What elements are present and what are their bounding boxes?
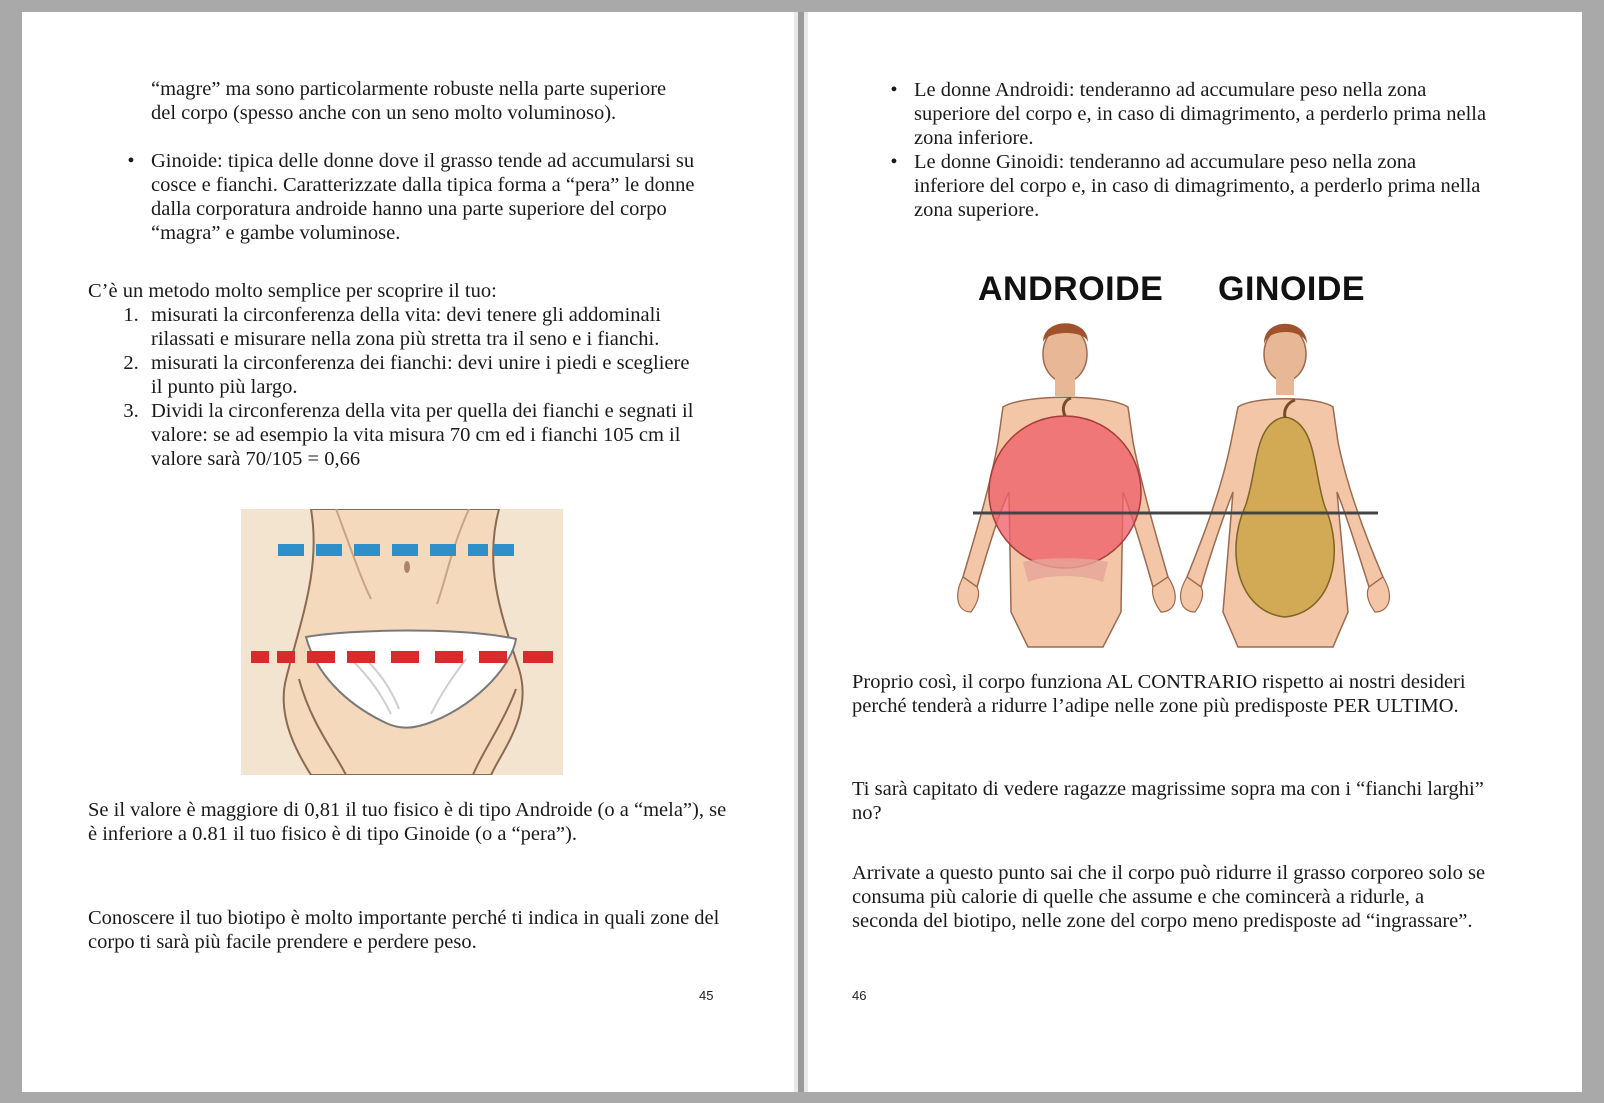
ginoide-figure (1181, 324, 1390, 647)
result-text: Se il valore è maggiore di 0,81 il tuo fisico è di tipo Androide (o a “mela”), se è inferiore a 0.81 il tuo fisico è di tipo Ginoide (o a “pera”). (88, 799, 727, 845)
measurement-steps (123, 303, 696, 471)
list-item (123, 399, 696, 471)
page-divider (798, 12, 804, 1092)
waist-hip-measure-illustration (241, 509, 563, 775)
method-intro: C’è un metodo molto semplice per scoprire il tuo: (88, 280, 497, 302)
closing-text: Conoscere il tuo biotipo è molto importante perché ti indica in quali zone del corpo ti sarà più facile prendere e perdere peso. (88, 907, 720, 953)
step-text: misurati la circonferenza della vita: devi tenere gli addominali rilassati e misurare nella zona più stretta tra il seno e i fianchi. (151, 304, 662, 350)
bullet-icon: • (890, 151, 898, 173)
list-item (890, 150, 1489, 222)
page-number: 46 (852, 988, 867, 1003)
fat-distribution-list (890, 78, 1489, 222)
list-item-text: Le donne Androidi: tenderanno ad accumulare peso nella zona superiore del corpo e, in caso di dimagrimento, a perderlo prima nella zona inferiore. (914, 79, 1487, 149)
step-text: misurati la circonferenza dei fianchi: devi unire i piedi e scegliere il punto più largo. (151, 352, 690, 398)
body-type-list (127, 149, 711, 245)
androide-figure (958, 323, 1175, 647)
list-item-text: Le donne Ginoidi: tenderanno ad accumulare peso nella zona inferiore del corpo e, in caso di dimagrimento, a perderlo prima nella zona superiore. (914, 151, 1481, 221)
step-number: 3. (123, 400, 139, 422)
paragraph-calorie: Arrivate a questo punto sai che il corpo può ridurre il grasso corporeo solo se consuma più calorie di quelle che assume e che comincerà a ridurle, a seconda del biotipo, nelle zone del corpo meno predisposte ad “ingrassare”. (852, 862, 1486, 932)
page-46 (808, 12, 1582, 1092)
page-45 (22, 12, 794, 1092)
page-number: 45 (699, 988, 714, 1003)
bullet-icon: • (127, 150, 135, 172)
figure-label-ginoide: GINOIDE (1218, 270, 1366, 308)
bullet-icon: • (890, 79, 898, 101)
step-number: 1. (123, 304, 139, 326)
paragraph-fianchi-larghi: Ti sarà capitato di vedere ragazze magrissime sopra ma con i “fianchi larghi” no? (852, 778, 1484, 824)
paragraph-contrario: Proprio così, il corpo funziona AL CONTRARIO rispetto ai nostri desideri perché tenderà a ridurre l’adipe nelle zone più predisposte PER ULTIMO. (852, 671, 1466, 717)
list-item (127, 149, 711, 245)
continuation-text: “magre” ma sono particolarmente robuste nella parte superiore del corpo (spesso anche con un seno molto voluminoso). (151, 78, 667, 124)
body-type-illustration (953, 312, 1423, 662)
list-item (123, 303, 696, 351)
figure-label-androide: ANDROIDE (978, 270, 1164, 308)
list-item (123, 351, 696, 399)
step-text: Dividi la circonferenza della vita per quella dei fianchi e segnati il valore: se ad esempio la vita misura 70 cm ed i fianchi 105 cm il valore sarà 70/105 = 0,66 (151, 400, 694, 470)
step-number: 2. (123, 352, 139, 374)
list-item-text: Ginoide: tipica delle donne dove il grasso tende ad accumularsi su cosce e fianchi. Caratterizzate dalla tipica forma a “pera” le donne dalla corporatura androide hanno una parte superiore del corpo “magra” e gambe voluminose. (151, 150, 695, 244)
list-item (890, 78, 1489, 150)
